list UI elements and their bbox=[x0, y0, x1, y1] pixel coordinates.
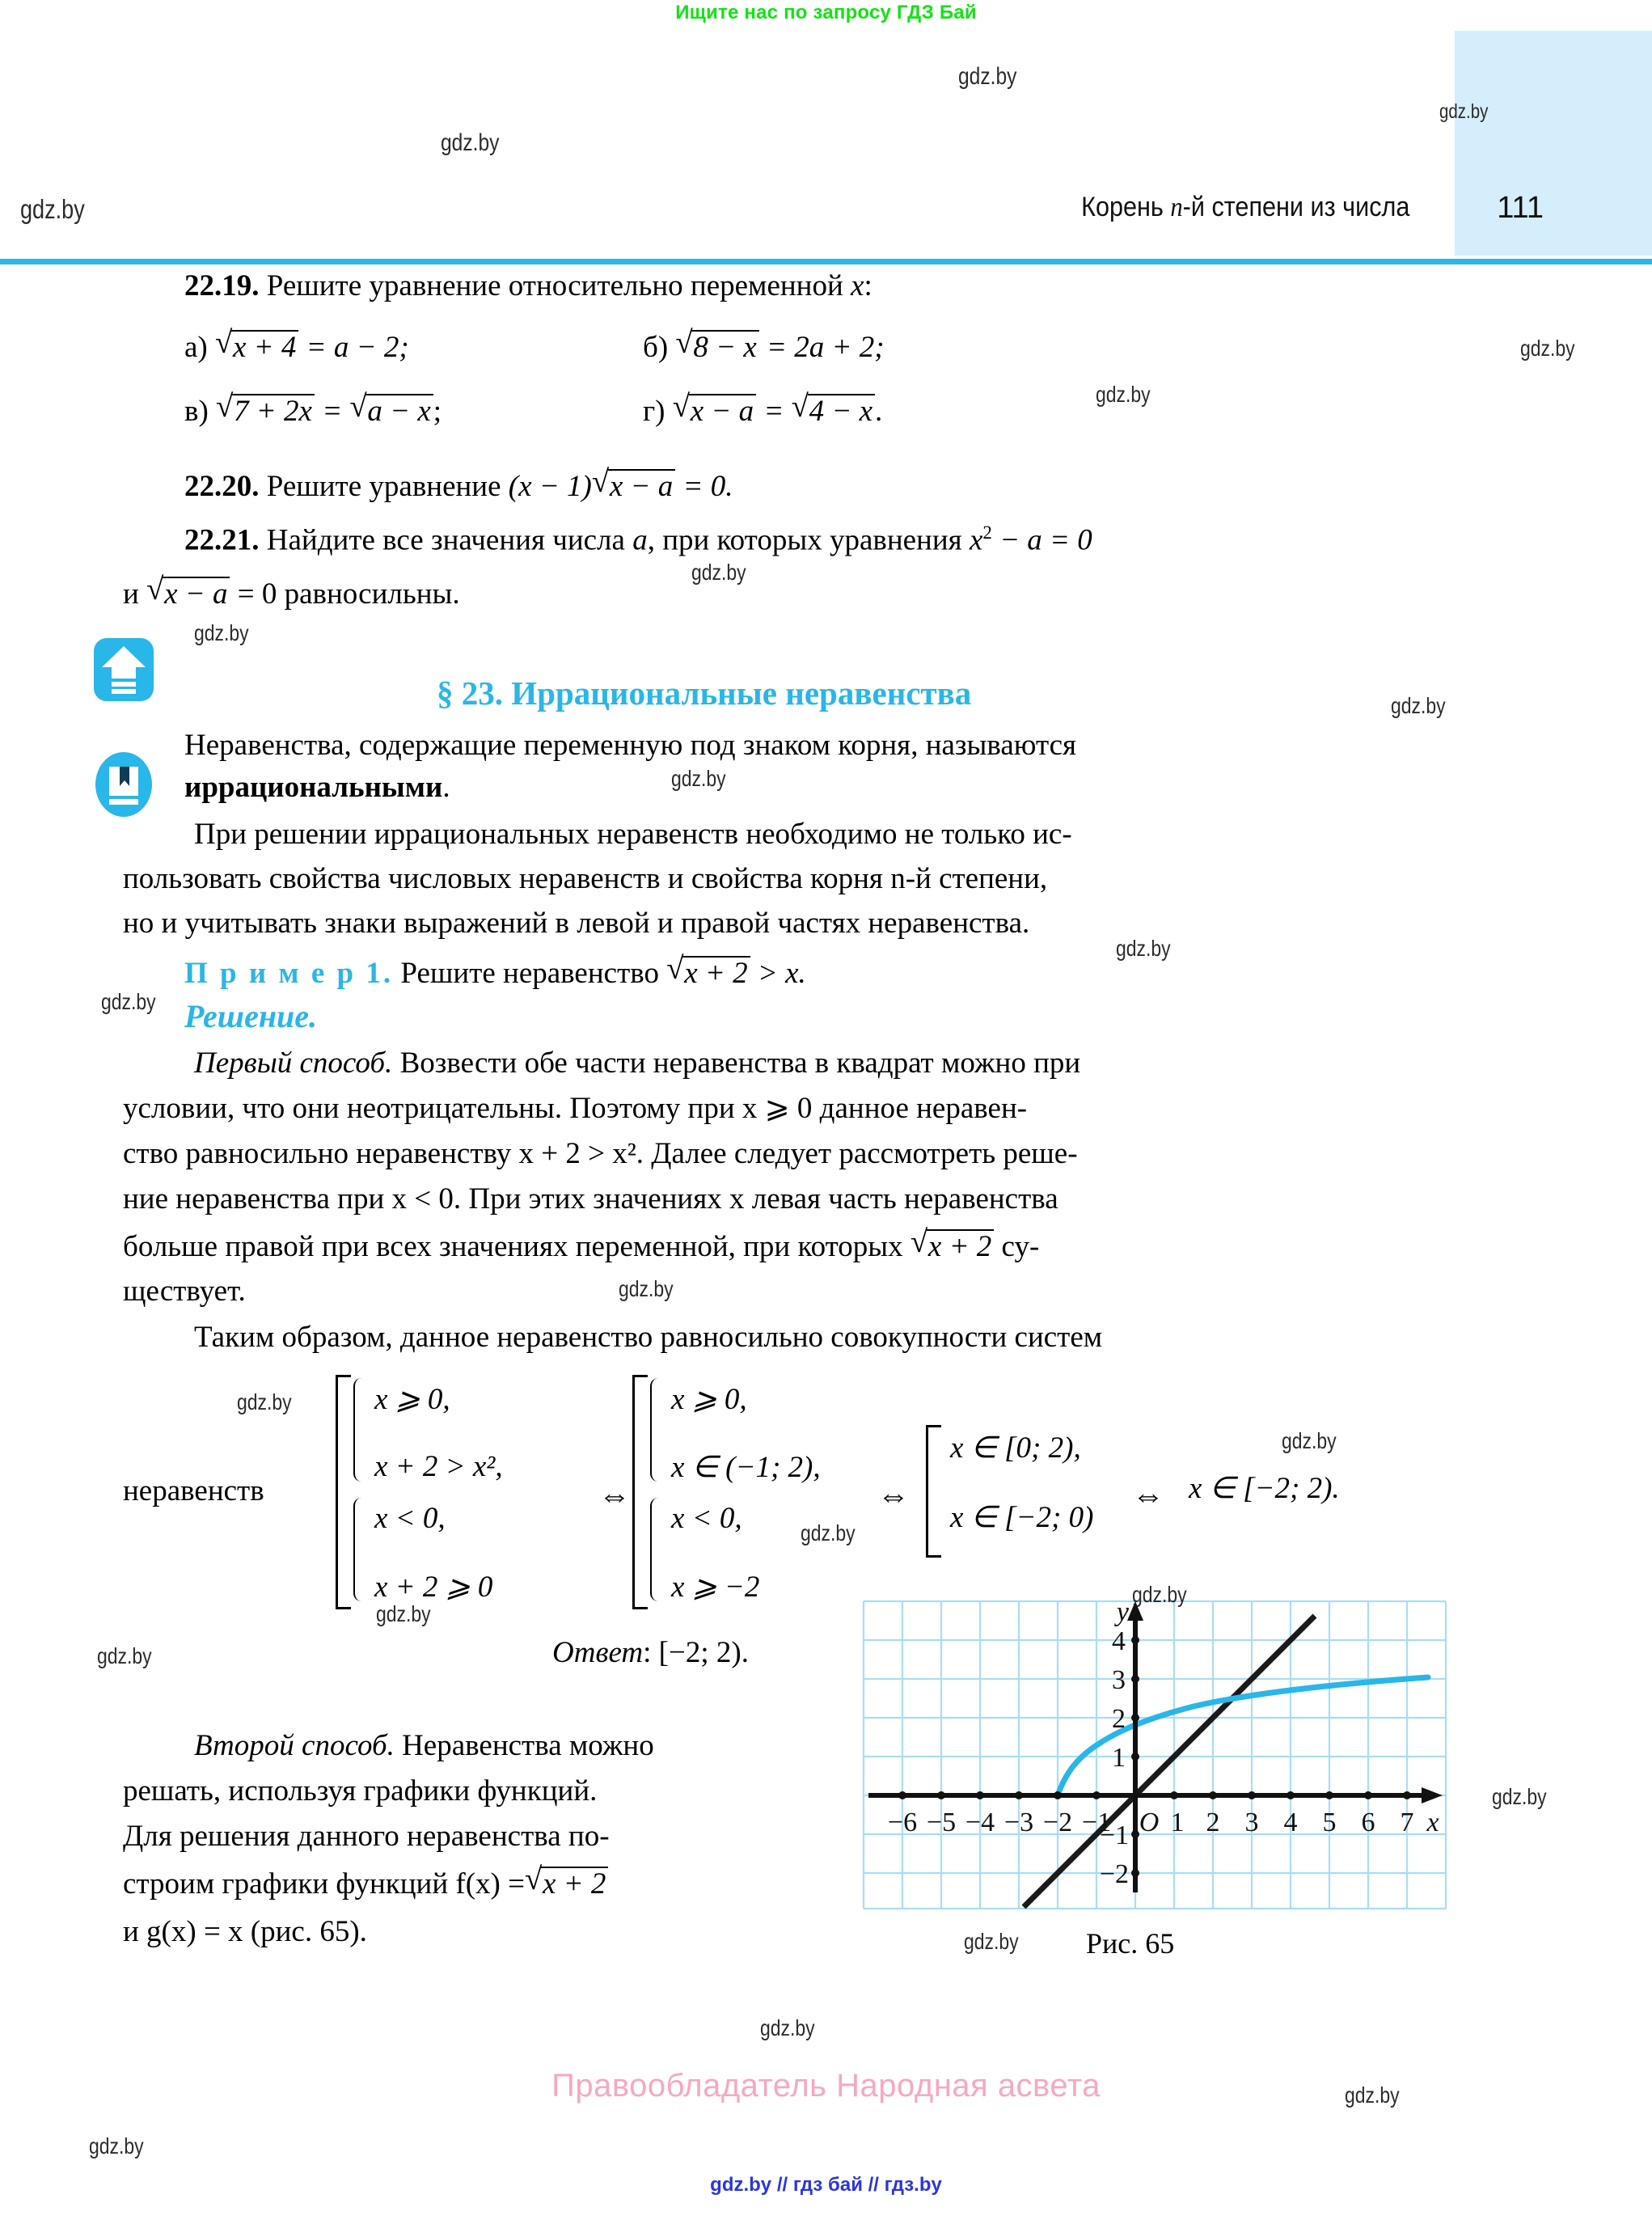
method-1-inline-radicand: x + 2 bbox=[927, 1229, 994, 1262]
system-1-eq-3: x < 0, bbox=[374, 1502, 446, 1535]
rhs-end-v: ; bbox=[433, 395, 442, 428]
method-1-line-6: ществует. bbox=[123, 1275, 246, 1308]
system-2-eq-2: x ∈ (−1; 2), bbox=[671, 1451, 821, 1484]
exercise-22-19-prompt bbox=[184, 271, 872, 301]
svg-text:3: 3 bbox=[1112, 1665, 1126, 1695]
method-1-line-3: ство равносильно неравенству x + 2 > x². Далее следует рассмотреть реше- bbox=[123, 1137, 1078, 1170]
svg-text:1: 1 bbox=[1170, 1808, 1185, 1837]
method-1-text-5: больше правой при всех значениях переменной, при которых bbox=[123, 1230, 903, 1263]
svg-text:y: y bbox=[1116, 1600, 1129, 1627]
watermark-2: gdz.by bbox=[441, 129, 500, 156]
svg-text:x: x bbox=[1426, 1808, 1439, 1837]
exercise-number-22-21: 22.21. bbox=[184, 523, 260, 557]
system-1-eq-2: x + 2 > x², bbox=[374, 1450, 503, 1483]
watermark-8: gdz.by bbox=[1391, 693, 1446, 718]
svg-text:−6: −6 bbox=[887, 1808, 918, 1837]
svg-text:4: 4 bbox=[1112, 1626, 1126, 1656]
x-axis-arrow bbox=[1422, 1787, 1443, 1803]
method-2-line-5: и g(x) = x (рис. 65). bbox=[123, 1915, 367, 1948]
exercise-22-21-line2-b: = 0 равносильны. bbox=[230, 577, 460, 611]
definition-term: иррациональными bbox=[184, 771, 443, 804]
watermark-7: gdz.by bbox=[194, 620, 249, 645]
method-2-text-1: Неравенства можно bbox=[402, 1729, 654, 1762]
watermark-22: gdz.by bbox=[1345, 2082, 1400, 2108]
system-1-eq-4: x + 2 ⩾ 0 bbox=[374, 1571, 493, 1604]
example-radicand: x + 2 bbox=[682, 956, 750, 988]
graph-grid bbox=[864, 1601, 1446, 1909]
answer-label: Ответ bbox=[552, 1636, 644, 1669]
example-1-line bbox=[184, 956, 806, 988]
system-group-2 bbox=[632, 1375, 875, 1609]
search-hint-banner: Ищите нас по запросу ГДЗ Бай bbox=[675, 2, 977, 23]
rhs-a: = a − 2; bbox=[306, 331, 409, 364]
running-header-prefix: Корень bbox=[1080, 192, 1170, 222]
definition-line-1: Неравенства, содержащие переменную под знаком корня, называются bbox=[184, 729, 1077, 762]
method-2-radicand: x + 2 bbox=[541, 1867, 608, 1899]
watermark-17: gdz.by bbox=[376, 1601, 431, 1626]
watermark-5: gdz.by bbox=[1096, 382, 1151, 407]
system-2-eq-1: x ⩾ 0, bbox=[671, 1383, 747, 1416]
exercise-22-19-item-g: г) √ x − a = √ 4 − x. bbox=[643, 394, 882, 426]
exercise-22-19-item-b bbox=[643, 330, 885, 362]
svg-text:−3: −3 bbox=[1003, 1808, 1034, 1837]
system-3-eq-1: x ∈ [0; 2), bbox=[950, 1431, 1081, 1465]
rhs-end-g: . bbox=[875, 395, 883, 428]
radicand-g: x − a bbox=[689, 394, 756, 426]
svg-text:2: 2 bbox=[1206, 1808, 1220, 1837]
method-1-hyphenated-tail: су- bbox=[1001, 1230, 1040, 1263]
watermark-13: gdz.by bbox=[237, 1389, 292, 1414]
definition-period: . bbox=[442, 771, 450, 804]
system-3-outer-bracket bbox=[926, 1425, 941, 1558]
watermark-19: gdz.by bbox=[1492, 1784, 1547, 1809]
watermark-0: gdz.by bbox=[958, 63, 1017, 90]
watermark-18: gdz.by bbox=[97, 1643, 152, 1668]
graph-line-gx bbox=[1024, 1616, 1315, 1907]
example-prompt: Решите неравенство bbox=[400, 957, 667, 990]
equivalence-symbol-2: ⇔ bbox=[877, 1477, 910, 1513]
method-2-line-4 bbox=[123, 1867, 608, 1899]
radicand-v: 7 + 2x bbox=[232, 394, 315, 426]
watermark-11: gdz.by bbox=[101, 989, 156, 1014]
method-2-line-1 bbox=[194, 1731, 654, 1761]
running-header-suffix: -й степени из числа bbox=[1182, 192, 1409, 222]
exercise-number-22-20: 22.20. bbox=[184, 470, 260, 503]
definition-line-2 bbox=[184, 772, 450, 802]
exercise-22-20-text: Решите уравнение bbox=[266, 470, 509, 503]
radicand-b: 8 − x bbox=[691, 330, 758, 362]
exercise-22-19-item-v: в) √ 7 + 2x = √ a − x; bbox=[184, 394, 442, 426]
svg-text:5: 5 bbox=[1322, 1808, 1337, 1837]
example-label: П р и м е р 1. bbox=[184, 957, 394, 990]
exercise-prompt-text: Решите уравнение относительно переменной bbox=[266, 269, 851, 302]
y-tick-labels bbox=[1100, 1600, 1130, 1889]
method-1-line-2: условии, что они неотрицательны. Поэтому при x ⩾ 0 данное неравен- bbox=[123, 1092, 1028, 1125]
svg-text:−5: −5 bbox=[926, 1808, 957, 1837]
svg-text:1: 1 bbox=[1112, 1743, 1126, 1773]
exercise-number: 22.19. bbox=[184, 269, 260, 302]
svg-text:−1: −1 bbox=[1081, 1808, 1112, 1837]
watermark-4: gdz.by bbox=[1520, 336, 1575, 361]
method-1-line-1 bbox=[194, 1048, 1080, 1078]
watermark-23: gdz.by bbox=[89, 2133, 144, 2158]
item-label-b: б) bbox=[643, 331, 669, 364]
watermark-12: gdz.by bbox=[619, 1276, 674, 1301]
item-label-g: г) bbox=[643, 395, 665, 428]
running-header bbox=[1081, 192, 1409, 223]
book-bookmark-icon bbox=[95, 752, 152, 817]
footer-links: gdz.by // гдз бай // гдз.by bbox=[710, 2174, 942, 2196]
watermark-6: gdz.by bbox=[691, 560, 746, 585]
system-3-eq-2: x ∈ [−2; 0) bbox=[950, 1501, 1094, 1534]
system-1-outer-bracket bbox=[336, 1375, 351, 1609]
method-2-label: Второй способ. bbox=[194, 1729, 395, 1762]
watermark-9: gdz.by bbox=[671, 766, 726, 791]
section-heading: § 23. Иррациональные неравенства bbox=[437, 674, 972, 712]
radicand-a: x + 4 bbox=[231, 330, 298, 362]
example-prompt-end: > x. bbox=[750, 957, 806, 990]
equivalence-symbol-3: ⇔ bbox=[1132, 1477, 1164, 1513]
method-1-line-4: ние неравенства при x < 0. При этих значениях x левая часть неравенства bbox=[123, 1182, 1058, 1216]
method-1-label: Первый способ. bbox=[194, 1046, 393, 1080]
page-number: 111 bbox=[1497, 191, 1544, 225]
system-2-eq-3: x < 0, bbox=[671, 1502, 742, 1535]
watermark-15: gdz.by bbox=[801, 1520, 856, 1545]
answer-value: : [−2; 2). bbox=[643, 1636, 749, 1669]
exercise-prompt-colon: : bbox=[864, 269, 872, 302]
answer-line bbox=[552, 1638, 749, 1668]
exercise-22-20-tail: = 0. bbox=[675, 470, 733, 503]
page-number-background bbox=[1455, 31, 1652, 256]
rhs-radicand-v: a − x bbox=[365, 394, 433, 426]
svg-text:3: 3 bbox=[1244, 1808, 1259, 1837]
watermark-16: gdz.by bbox=[1132, 1582, 1187, 1607]
svg-text:−2: −2 bbox=[1042, 1808, 1073, 1837]
system-2-outer-bracket bbox=[632, 1375, 648, 1609]
svg-text:O: O bbox=[1139, 1808, 1160, 1837]
svg-text:6: 6 bbox=[1361, 1808, 1375, 1837]
pencil-up-icon bbox=[94, 638, 154, 701]
exercise-prompt-variable: x bbox=[851, 269, 864, 302]
watermark-21: gdz.by bbox=[760, 2015, 815, 2040]
exercise-22-21-radicand: x − a bbox=[163, 577, 230, 609]
intro-paragraph-line-3: но и учитывать знаки выражений в левой и правой частях неравенства. bbox=[123, 907, 1030, 940]
running-header-variable: n bbox=[1169, 192, 1183, 222]
system-group-1 bbox=[336, 1375, 578, 1609]
x-tick-labels bbox=[888, 1808, 1439, 1837]
intro-paragraph-line-1: При решении иррациональных неравенств необходимо не только ис- bbox=[194, 818, 1072, 851]
exercise-22-21-line2 bbox=[123, 577, 460, 609]
system-1-eq-1: x ⩾ 0, bbox=[374, 1383, 450, 1416]
watermark-20: gdz.by bbox=[964, 1929, 1019, 1954]
rhs-radicand-g: 4 − x bbox=[808, 394, 875, 426]
item-label-a: а) bbox=[184, 331, 208, 364]
svg-text:−2: −2 bbox=[1099, 1859, 1129, 1889]
figure-caption: Рис. 65 bbox=[1086, 1927, 1175, 1960]
exercise-22-20-radicand: x − a bbox=[608, 469, 675, 501]
svg-text:2: 2 bbox=[1112, 1704, 1126, 1734]
method-2-line-3: Для решения данного неравенства по- bbox=[123, 1820, 610, 1853]
exercise-22-21-line1: 22.21. Найдите все значения числа a, при которых уравнения $x^2 - a = 0$ bbox=[184, 522, 1092, 557]
exercise-22-19-item-a bbox=[184, 330, 409, 362]
watermark-10: gdz.by bbox=[1116, 936, 1171, 961]
transition-line: Таким образом, данное неравенство равносильно совокупности систем bbox=[194, 1321, 1103, 1354]
header-rule bbox=[0, 259, 1652, 264]
method-2-line-2: решать, используя графики функций. bbox=[123, 1774, 598, 1808]
method-1-text-1: Возвести обе части неравенства в квадрат можно при bbox=[399, 1046, 1081, 1080]
watermark-1: gdz.by bbox=[1439, 100, 1489, 123]
watermark-14: gdz.by bbox=[1282, 1428, 1337, 1453]
systems-left-label: неравенств bbox=[123, 1474, 264, 1507]
rhs-b: = 2a + 2; bbox=[767, 331, 885, 364]
exercise-22-20-factor: (x − 1) bbox=[508, 470, 592, 503]
exercise-22-21-var: a bbox=[632, 523, 648, 557]
exercise-22-21-text-a: Найдите все значения числа bbox=[266, 523, 633, 557]
watermark-3: gdz.by bbox=[20, 194, 85, 224]
copyright-notice: Правообладатель Народная асвета bbox=[551, 2068, 1101, 2103]
intro-paragraph-line-2: пользовать свойства числовых неравенств и свойства корня n-й степени, bbox=[123, 862, 1048, 895]
equivalence-symbol-1: ⇔ bbox=[598, 1477, 631, 1513]
solution-label: Решение. bbox=[184, 998, 318, 1034]
final-solution-set: x ∈ [−2; 2). bbox=[1189, 1472, 1340, 1505]
system-2-eq-4: x ⩾ −2 bbox=[671, 1571, 760, 1604]
method-2-text-4: строим графики функций f(x) = bbox=[123, 1867, 525, 1901]
svg-text:4: 4 bbox=[1283, 1808, 1298, 1837]
figure-65-graph bbox=[862, 1600, 1447, 1917]
svg-text:−4: −4 bbox=[965, 1808, 995, 1837]
exercise-22-20 bbox=[184, 469, 733, 501]
svg-text:7: 7 bbox=[1400, 1808, 1414, 1837]
method-1-line-5 bbox=[123, 1229, 1039, 1262]
exercise-22-21-line2-a: и bbox=[123, 577, 147, 611]
svg-text:−1: −1 bbox=[1099, 1820, 1129, 1850]
exercise-22-21-text-b: , при которых уравнения bbox=[647, 523, 970, 557]
item-label-v: в) bbox=[184, 395, 209, 428]
